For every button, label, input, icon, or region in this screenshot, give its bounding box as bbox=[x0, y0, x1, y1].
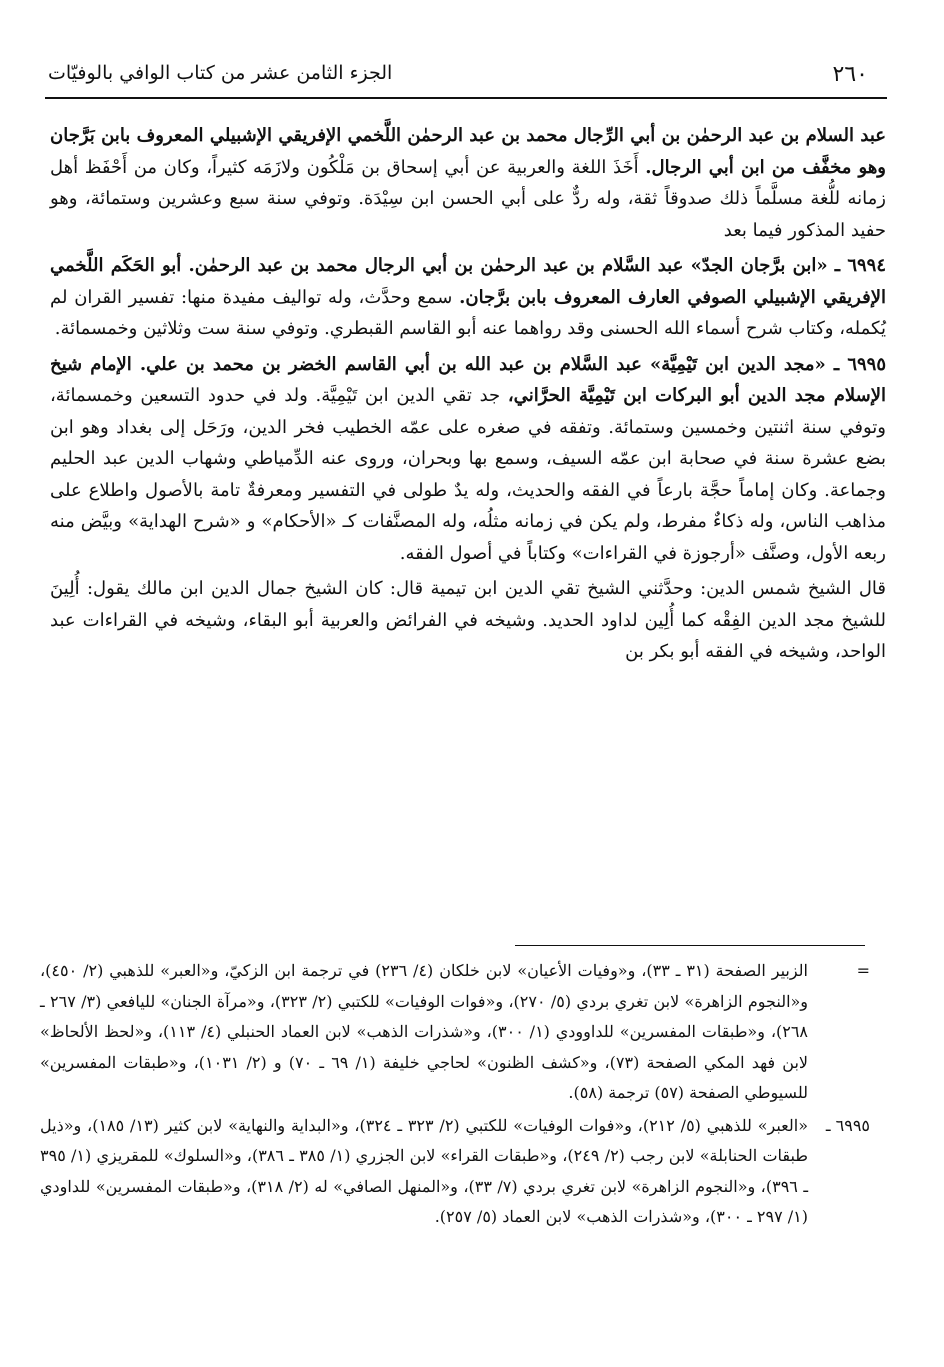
page-number: ٢٦٠ bbox=[832, 62, 868, 87]
page-header bbox=[48, 56, 888, 92]
entry-body: جد تقي الدين ابن تَيْمِيَّة. ولد في حدود التسعين وخمسمائة، وتوفي سنة اثنتين وخمسين وستمائة. وتفقه في صغره على عمّه الخطيب فخر الدين، ورَحَل إلى بغداد وهو ابن بضع عشرة سنة في صحابة ابن عمّه السيف، وسمع بها وبحران، وروى عنه الدِّمياطي وشهاب الدين عبد الحليم وجماعة. وكان إماماً حجَّة بارعاً في الفقه والحديث، وله يدٌ طولى في التفسير ومعرفةٌ تامة بالأصول واطلاع على مذاهب الناس، وله ذكاءٌ مفرط، ولم يكن في زمانه مثلُه، وله المصنَّفات كـ «الأحكام» و «شرح الهداية» وبيَّض منه ربعه الأول، وصنَّف «أرجوزة في القراءات» وكتاباً في أصول الفقه. bbox=[50, 385, 886, 564]
footnote-mark: ٦٩٩٥ ـ bbox=[825, 1115, 870, 1135]
footnote-continued bbox=[40, 956, 870, 1109]
entry-6994 bbox=[50, 250, 886, 345]
entry-body: أَخَذَ اللغة والعربية عن أبي إسحاق بن مَلْكُون ولازَمَه كثيراً، وكان من أَحْفَظ أهل زمانه للُّغة مسلَّماً ذلك صدوقاً ثقة، وله ردٌّ على أبي الحسن ابن سِيْدَة. وتوفي سنة سبع وعشرين وستمائة، وهو حفيد المذكور فيما بعد bbox=[50, 156, 886, 241]
entry-heading: عبد السلام بن عبد الرحمٰن بن أبي الرِّجال محمد بن عبد الرحمٰن اللَّخمي الإفريقي الإشبيلي المعروف بابن بَرَّجان وهو مخفَّف من ابن أبي الرجال. bbox=[50, 125, 887, 178]
paragraph-abd-al-salam bbox=[50, 120, 886, 246]
header-rule bbox=[45, 97, 887, 99]
footnote-6995 bbox=[40, 1111, 870, 1233]
running-title: الجزء الثامن عشر من كتاب الوافي بالوفيّات bbox=[48, 62, 393, 84]
footnotes bbox=[40, 956, 870, 1233]
entry-heading: ٦٩٩٥ ـ «مجد الدين ابن تَيْمِيَّة» عبد السَّلام بن عبد الله بن أبي القاسم الخضر بن محمد بن علي. الإمام شيخ الإسلام مجد الدين أبو البركات ابن تَيْمِيَّة الحرَّاني، bbox=[50, 353, 886, 406]
footnote-mark: = bbox=[856, 961, 870, 980]
footnote-text: «العبر» للذهبي (٥/ ٢١٢)، و«فوات الوفيات» للكتبي (٢/ ٣٢٣ ـ ٣٢٤)، و«البداية والنهاية» لابن كثير (١٣/ ١٨٥)، و«ذيل طبقات الحنابلة» لابن رجب (٢/ ٢٤٩)، و«طبقات القراء» لابن الجزري (١/ ٣٨٥ ـ ٣٨٦)، و«السلوك» للمقريزي (١/ ٣٩٥ ـ ٣٩٦)، و«النجوم الزاهرة» لابن تغري بردي (٧/ ٣٣)، و«المنهل الصافي» له (٢/ ٣١٨)، و«طبقات المفسرين» للداودي (١/ ٢٩٧ ـ ٣٠٠)، و«شذرات الذهب» لابن العماد (٥/ ٢٥٧). bbox=[40, 1115, 809, 1226]
entry-6995 bbox=[50, 349, 886, 570]
entry-heading: ٦٩٩٤ ـ «ابن برَّجان الجدّ» عبد السَّلام بن عبد الرحمٰن بن أبي الرجال محمد بن عبد الرحمٰن. أبو الحَكَم اللَّخمي الإفريقي الإشبيلي الصوفي العارف المعروف بابن برَّجان. bbox=[50, 255, 886, 308]
entry-body: سمع وحدَّث، وله تواليف مفيدة منها: تفسير القران لم يُكمله، وكتاب شرح أسماء الله الحسنى وقد رواهما عنه أبو القاسم القبطري. وتوفي سنة ست وثلاثين وخمسمائة. bbox=[50, 286, 886, 339]
paragraph-shams-al-din: قال الشيخ شمس الدين: وحدَّثني الشيخ تقي الدين ابن تيمية قال: كان الشيخ جمال الدين ابن مالك يقول: أُلِينَ للشيخ مجد الدين الفِقْه كما أُلِين لداود الحديد. وشيخه في الفرائض والعربية أبو البقاء، وشيخه في القراءات عبد الواحد، وشيخه في الفقه أبو بكر بن bbox=[50, 578, 886, 662]
footnote-text: الزبير الصفحة (٣١ ـ ٣٣)، و«وفيات الأعيان» لابن خلكان (٤/ ٢٣٦) في ترجمة ابن الزكيّ، و«العبر» للذهبي (٢/ ٤٥٠)، و«النجوم الزاهرة» لابن تغري بردي (٥/ ٢٧٠)، و«فوات الوفيات» للكتبي (٢/ ٣٢٣)، و«مرآة الجنان» لليافعي (٣/ ٢٦٧ ـ ٢٦٨)، و«طبقات المفسرين» للداوودي (١/ ٣٠٠)، و«شذرات الذهب» لابن العماد الحنبلي (٤/ ١١٣)، و«لحظ الألحاظ» لابن فهد المكي الصفحة (٧٣)، و«كشف الظنون» لحاجي خليفة (١/ ٦٩ ـ ٧٠) و (٢/ ١٠٣١)، و«طبقات المفسرين» للسيوطي الصفحة (٥٧) ترجمة (٥٨). bbox=[40, 961, 809, 1102]
footnote-rule bbox=[515, 945, 865, 946]
main-text bbox=[50, 120, 886, 668]
